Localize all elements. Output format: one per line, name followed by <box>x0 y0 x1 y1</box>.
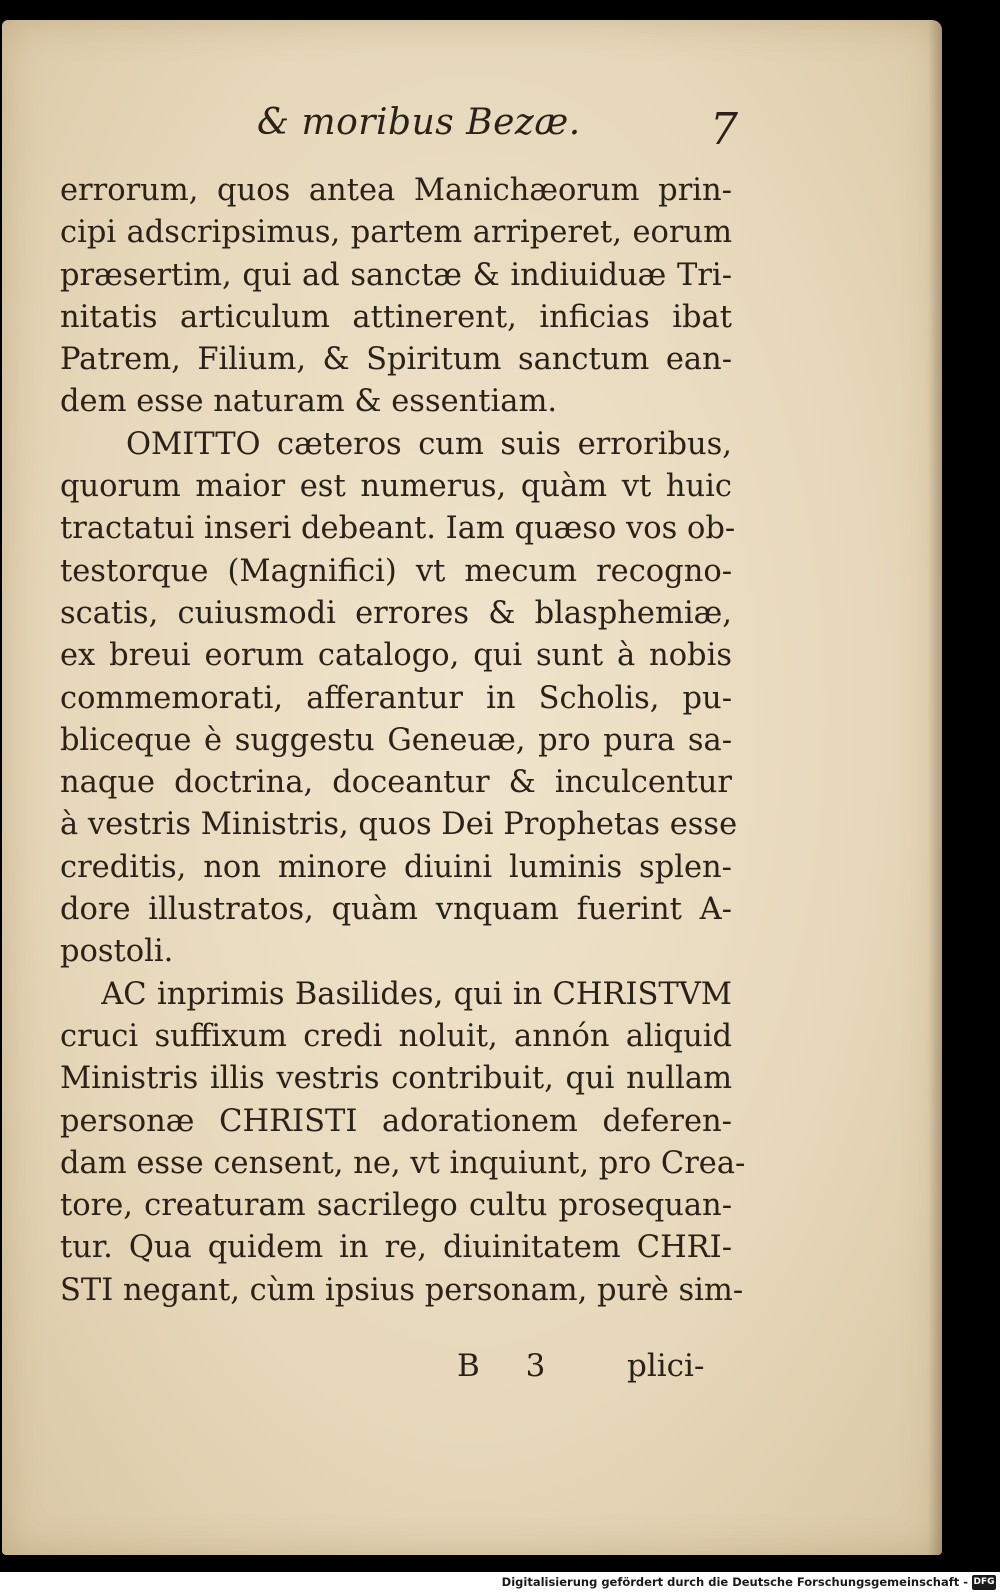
text-line: naque doctrina, doceantur & inculcentur <box>60 765 732 801</box>
text-line: STI negant, cùm ipsius personam, purè sim- <box>60 1272 744 1308</box>
body-text <box>60 170 746 1312</box>
text-line: errorum, quos antea Manichæorum prin- <box>60 173 732 208</box>
text-line: bliceque è suggestu Geneuæ, pro pura sa- <box>60 722 732 758</box>
text-line: personæ CHRISTI adorationem deferen- <box>60 1103 732 1139</box>
text-line: quorum maior est numerus, quàm vt huic <box>60 469 732 505</box>
text-line: AC inprimis Basilides, qui in CHRISTVM <box>60 976 732 1012</box>
dfg-logo: DFG <box>972 1575 996 1590</box>
text-line: creditis, non minore diuini luminis splen- <box>60 849 732 885</box>
signature-mark: B 3 <box>457 1348 564 1384</box>
text-line: præsertim, qui ad sanctæ & indiuiduæ Tri- <box>60 257 732 293</box>
page-number: 7 <box>710 104 738 155</box>
text-line: cipi adscripsimus, partem arriperet, eorum <box>60 215 732 251</box>
text-line: commemorati, afferantur in Scholis, pu- <box>60 680 732 716</box>
text-line: OMITTO cæteros cum suis erroribus, <box>60 426 732 462</box>
text-line: dem esse naturam & essentiam. <box>60 384 558 420</box>
text-line: tractatui inseri debeant. Iam quæso vos ob- <box>60 511 736 547</box>
text-line: postoli. <box>60 934 174 970</box>
text-line: Patrem, Filium, & Spiritum sanctum ean- <box>60 342 732 378</box>
funding-attribution: Digitalisierung gefördert durch die Deutsche Forschungsgemeinschaft - <box>501 1575 968 1589</box>
text-line: tore, creaturam sacrilego cultu prosequan- <box>60 1188 732 1224</box>
page-footer <box>2 1348 942 1398</box>
text-line: à vestris Ministris, quos Dei Prophetas esse <box>60 807 738 843</box>
text-line: cruci suffixum credi noluit, annón aliquid <box>60 1018 732 1054</box>
text-line: ex breui eorum catalogo, qui sunt à nobis <box>60 638 732 674</box>
text-line: dam esse censent, ne, vt inquiunt, pro Crea- <box>60 1145 746 1181</box>
attribution-bar <box>0 1572 1000 1595</box>
text-line: scatis, cuiusmodi errores & blasphemiæ, <box>60 595 732 631</box>
catchword: plici- <box>627 1348 705 1384</box>
page-header <box>2 102 942 162</box>
text-line: dore illustratos, quàm vnquam fuerint A- <box>60 892 732 928</box>
text-line: Ministris illis vestris contribuit, qui nullam <box>60 1061 732 1097</box>
text-line: tur. Qua quidem in re, diuinitatem CHRI- <box>60 1230 732 1266</box>
book-page <box>2 20 942 1555</box>
text-line: nitatis articulum attinerent, inficias ibat <box>60 299 732 335</box>
text-line: testorque (Magnifici) vt mecum recogno- <box>60 553 732 589</box>
page-edge-shadow <box>928 20 942 1555</box>
running-title: & moribus Bezæ. <box>257 102 581 143</box>
